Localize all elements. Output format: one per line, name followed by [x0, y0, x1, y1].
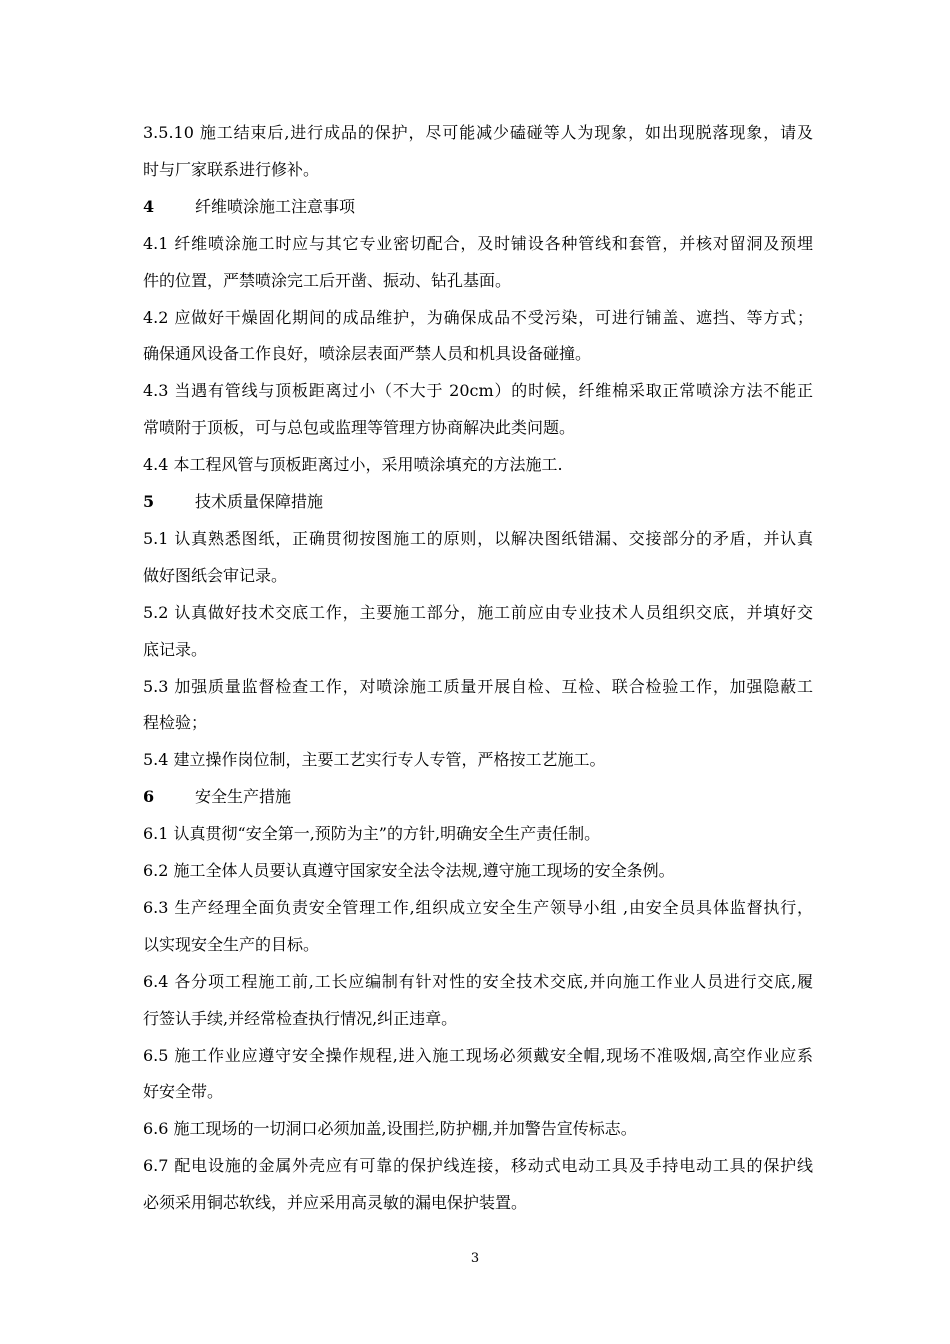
- section-heading-number: 6: [143, 787, 155, 806]
- paragraph-continuation-line: 行签认手续,并经常检查执行情况,纠正违章。: [143, 1009, 458, 1028]
- paragraph-continuation-line: 时与厂家联系进行修补。: [143, 160, 320, 179]
- paragraph-line: 4.4 本工程风管与顶板距离过小，采用喷涂填充的方法施工.: [143, 455, 563, 474]
- paragraph-line: 5.1 认真熟悉图纸，正确贯彻按图施工的原则，以解决图纸错漏、交接部分的矛盾，并认真: [143, 529, 813, 548]
- paragraph-line: 4.1 纤维喷涂施工时应与其它专业密切配合，及时铺设各种管线和套管，并核对留洞及预埋: [143, 234, 813, 253]
- paragraph-continuation-line: 好安全带。: [143, 1082, 224, 1101]
- section-heading-title: 技术质量保障措施: [195, 492, 324, 511]
- paragraph-line: 6.4 各分项工程施工前,工长应编制有针对性的安全技术交底,并向施工作业人员进行交底,履: [143, 972, 813, 991]
- section-heading-title: 安全生产措施: [195, 787, 292, 806]
- paragraph-continuation-line: 做好图纸会审记录。: [143, 566, 288, 585]
- paragraph-line: 3.5.10 施工结束后,进行成品的保护，尽可能减少磕碰等人为现象，如出现脱落现象，请及: [143, 123, 813, 142]
- paragraph-line: 6.1 认真贯彻“安全第一,预防为主”的方针,明确安全生产责任制。: [143, 824, 601, 843]
- section-heading-number: 4: [143, 197, 155, 216]
- paragraph-line: 6.2 施工全体人员要认真遵守国家安全法令法规,遵守施工现场的安全条例。: [143, 861, 675, 880]
- page-number: 3: [470, 1251, 480, 1266]
- paragraph-continuation-line: 确保通风设备工作良好，喷涂层表面严禁人员和机具设备碰撞。: [143, 344, 592, 363]
- paragraph-continuation-line: 底记录。: [143, 640, 208, 659]
- section-heading-number: 5: [143, 492, 155, 511]
- paragraph-continuation-line: 必须采用铜芯软线，并应采用高灵敏的漏电保护装置。: [143, 1193, 528, 1212]
- paragraph-continuation-line: 常喷附于顶板，可与总包或监理等管理方协商解决此类问题。: [143, 418, 576, 437]
- paragraph-line: 6.6 施工现场的一切洞口必须加盖,设围拦,防护棚,并加警告宣传标志。: [143, 1119, 637, 1138]
- paragraph-line: 5.2 认真做好技术交底工作，主要施工部分，施工前应由专业技术人员组织交底，并填好交: [143, 603, 813, 622]
- paragraph-line: 5.3 加强质量监督检查工作，对喷涂施工质量开展自检、互检、联合检验工作，加强隐蔽工: [143, 677, 813, 696]
- paragraph-continuation-line: 以实现安全生产的目标。: [143, 935, 320, 954]
- paragraph-line: 4.2 应做好干燥固化期间的成品维护，为确保成品不受污染，可进行铺盖、遮挡、等方式；: [143, 308, 813, 327]
- paragraph-line: 5.4 建立操作岗位制，主要工艺实行专人专管，严格按工艺施工。: [143, 750, 606, 769]
- paragraph-line: 6.5 施工作业应遵守安全操作规程,进入施工现场必须戴安全帽,现场不准吸烟,高空作业应系: [143, 1046, 813, 1065]
- paragraph-line: 6.7 配电设施的金属外壳应有可靠的保护线连接，移动式电动工具及手持电动工具的保护线: [143, 1156, 813, 1175]
- paragraph-continuation-line: 件的位置，严禁喷涂完工后开凿、振动、钻孔基面。: [143, 271, 512, 290]
- paragraph-continuation-line: 程检验；: [143, 713, 208, 732]
- paragraph-line: 6.3 生产经理全面负责安全管理工作,组织成立安全生产领导小组 ,由安全员具体监督执行，: [143, 898, 813, 917]
- section-heading-title: 纤维喷涂施工注意事项: [195, 197, 356, 216]
- paragraph-line: 4.3 当遇有管线与顶板距离过小（不大于 20cm）的时候，纤维棉采取正常喷涂方法不能正: [143, 381, 813, 400]
